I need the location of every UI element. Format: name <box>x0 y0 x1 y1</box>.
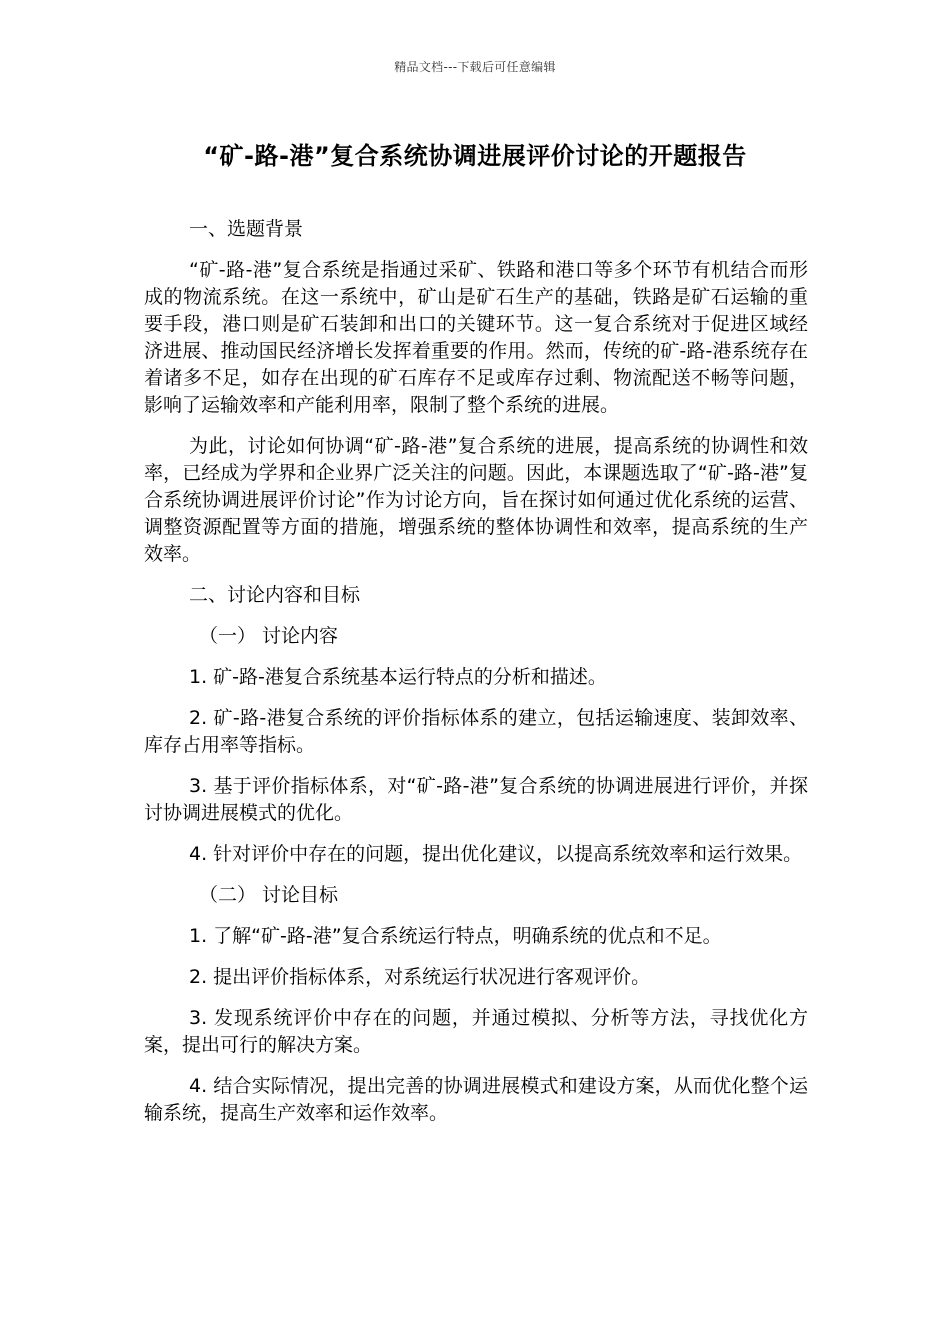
section-heading-background: 一、选题背景 <box>189 218 304 240</box>
list-item-goal-3: 3. 发现系统评价中存在的问题，并通过模拟、分析等方法，寻找优化方案，提出可行的解决方案。 <box>144 1007 808 1056</box>
list-item-goal-4: 4. 结合实际情况，提出完善的协调进展模式和建设方案，从而优化整个运输系统，提高生产效率和运作效率。 <box>144 1075 808 1124</box>
list-item-content-2: 2. 矿-路-港复合系统的评价指标体系的建立，包括运输速度、装卸效率、库存占用率等指标。 <box>144 707 808 756</box>
list-item-goal-1: 1. 了解“矿-路-港”复合系统运行特点，明确系统的优点和不足。 <box>189 925 722 947</box>
subheading-goals: （二） 讨论目标 <box>199 884 339 906</box>
list-item-content-4: 4. 针对评价中存在的问题，提出优化建议，以提高系统效率和运行效果。 <box>189 843 803 865</box>
section-heading-content-goals: 二、讨论内容和目标 <box>189 584 361 606</box>
document-title: “矿-路-港”复合系统协调进展评价讨论的开题报告 <box>203 142 747 170</box>
paragraph-background-1: “矿-路-港”复合系统是指通过采矿、铁路和港口等多个环节有机结合而形成的物流系统。在这一系统中，矿山是矿石生产的基础，铁路是矿石运输的重要手段，港口则是矿石装卸和出口的关键环节。这一复合系统对于促进区域经济进展、推动国民经济增长发挥着重要的作用。然而，传统的矿-路-港系统存在着诸多不足，如存在出现的矿石库存不足或库存过剩、物流配送不畅等问题，影响了运输效率和产能利用率，限制了整个系统的进展。 <box>144 259 808 416</box>
paragraph-background-2: 为此，讨论如何协调“矿-路-港”复合系统的进展，提高系统的协调性和效率，已经成为学界和企业界广泛关注的问题。因此，本课题选取了“矿-路-港”复合系统协调进展评价讨论”作为讨论方向，旨在探讨如何通过优化系统的运营、调整资源配置等方面的措施，增强系统的整体协调性和效率，提高系统的生产效率。 <box>144 435 808 565</box>
header-note: 精品文档---下载后可任意编辑 <box>394 60 556 74</box>
list-item-content-3: 3. 基于评价指标体系，对“矿-路-港”复合系统的协调进展进行评价，并探讨协调进展模式的优化。 <box>144 775 808 824</box>
list-item-content-1: 1. 矿-路-港复合系统基本运行特点的分析和描述。 <box>189 666 607 688</box>
subheading-content: （一） 讨论内容 <box>199 625 339 647</box>
list-item-goal-2: 2. 提出评价指标体系，对系统运行状况进行客观评价。 <box>189 966 651 988</box>
document-body <box>144 216 808 1141</box>
